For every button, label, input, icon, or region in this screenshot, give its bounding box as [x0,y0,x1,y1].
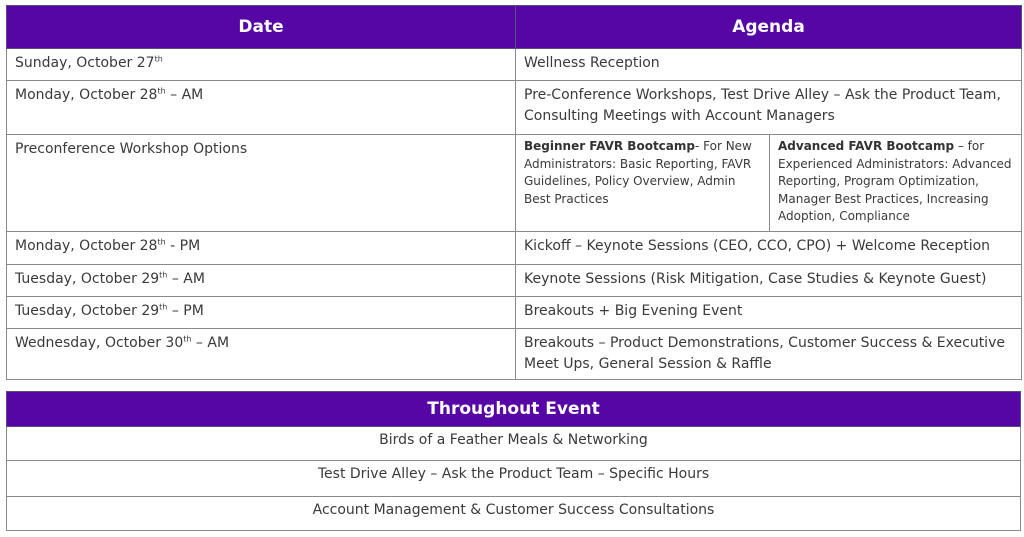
date-ordinal: th [154,54,163,64]
throughout-event-table [6,391,1021,531]
date-cell [7,329,516,380]
agenda-header-row [7,6,1022,49]
date-cell [7,265,516,297]
workshop-options [516,135,1021,231]
table-row [7,81,1022,135]
agenda-cell: Keynote Sessions (Risk Mitigation, Case Studies & Keynote Guest) [516,265,1022,297]
table-row [7,297,1022,329]
beginner-option [516,135,770,231]
agenda-cell: Wellness Reception [516,49,1022,81]
workshop-options-cell [516,135,1022,232]
date-column-header: Date [7,6,516,49]
date-suffix: – AM [165,87,204,103]
throughout-item: Test Drive Alley – Ask the Product Team – Specific Hours [7,461,1021,497]
table-row [7,329,1022,380]
date-cell: Preconference Workshop Options [7,135,516,232]
date-text: Tuesday, October 29 [15,303,160,319]
agenda-cell: Kickoff – Keynote Sessions (CEO, CCO, CPO) + Welcome Reception [516,232,1022,265]
date-cell [7,232,516,265]
table-row [7,461,1021,497]
table-row [7,135,1022,232]
throughout-header: Throughout Event [7,392,1021,427]
option-text: – for Experienced Administrators: Advanced Reporting, Program Optimization, Manager Best Practices, Increasing Adoption, Compliance [778,139,1012,223]
date-text: Monday, October 28 [15,87,158,103]
date-suffix: - PM [165,238,201,254]
date-cell [7,49,516,81]
agenda-cell: Pre-Conference Workshops, Test Drive Alley – Ask the Product Team, Consulting Meetings with Account Managers [516,81,1022,135]
date-suffix: – AM [167,271,205,287]
throughout-item: Account Management & Customer Success Consultations [7,497,1021,531]
date-ordinal: th [157,237,166,247]
table-row [7,427,1021,461]
agenda-column-header: Agenda [516,6,1022,49]
date-cell [7,297,516,329]
throughout-header-row [7,392,1021,427]
date-suffix: – AM [191,335,230,351]
date-suffix: – PM [167,303,204,319]
agenda-cell: Breakouts + Big Evening Event [516,297,1022,329]
option-title: Advanced FAVR Bootcamp [778,139,955,153]
date-ordinal: th [159,270,168,280]
option-title: Beginner FAVR Bootcamp [524,139,695,153]
date-ordinal: th [157,86,166,96]
date-cell [7,81,516,135]
option-text: - For New Administrators: Basic Reporting, FAVR Guidelines, Policy Overview, Admin Best Practices [524,139,752,206]
date-text: Sunday, October 27 [15,55,155,71]
table-row [7,49,1022,81]
table-row [7,497,1021,531]
date-text: Wednesday, October 30 [15,335,184,351]
date-text: Monday, October 28 [15,238,158,254]
date-text: Tuesday, October 29 [15,271,160,287]
date-ordinal: th [159,302,168,312]
agenda-cell: Breakouts – Product Demonstrations, Customer Success & Executive Meet Ups, General Session & Raffle [516,329,1022,380]
date-ordinal: th [183,334,192,344]
table-row [7,265,1022,297]
throughout-item: Birds of a Feather Meals & Networking [7,427,1021,461]
agenda-table [6,5,1022,380]
table-row [7,232,1022,265]
advanced-option [770,135,1021,231]
